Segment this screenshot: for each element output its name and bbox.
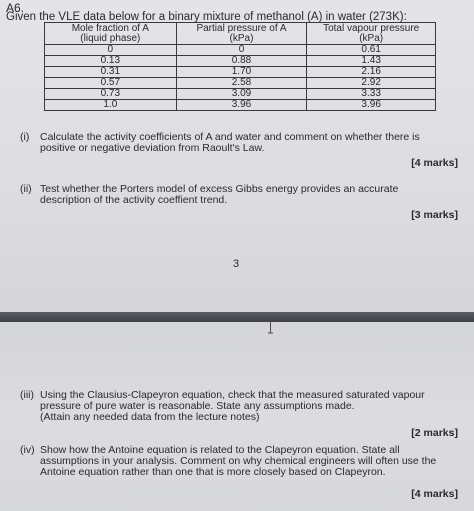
table-cell: 3.33 [307,89,436,100]
table-cell: 0 [45,45,177,56]
part-i-marks: [4 marks] [411,157,458,169]
part-text-line: (Attain any needed data from the lecture notes) [40,411,260,423]
table-cell: 1.70 [176,67,307,78]
header-total-pressure: Total vapour pressure (kPa) [307,23,436,45]
part-iv-marks: [4 marks] [411,488,458,500]
part-text-line: Calculate the activity coefficients of A and water and comment on whether there is [40,131,420,143]
table-header-row [45,23,436,45]
header-mole-fraction: Mole fraction of A (liquid phase) [45,23,177,45]
header-partial-pressure: Partial pressure of A (kPa) [176,23,307,45]
table-cell: 3.09 [176,89,307,100]
page-number: 3 [233,258,240,270]
table-cell: 2.58 [176,78,307,89]
table-cell: 0.31 [45,67,177,78]
table-row [45,45,436,56]
part-label: (ii) [20,183,32,195]
table-cell: 0.61 [307,45,436,56]
part-text-line: Test whether the Porters model of excess Gibbs energy provides an accurate [40,183,399,195]
table-cell: 0 [176,45,307,56]
text-cursor-icon [267,320,274,334]
table-cell: 1.43 [307,56,436,67]
question-intro: Given the VLE data below for a binary mixture of methanol (A) in water (273K): [6,11,407,23]
part-iii-marks: [2 marks] [411,427,458,439]
part-text-line: positive or negative deviation from Raoult's Law. [40,142,265,154]
part-text-line: pressure of pure water is reasonable. State any assumptions made. [40,400,355,412]
table-cell: 0.73 [45,89,177,100]
part-label: (iv) [20,444,35,456]
part-ii-marks: [3 marks] [411,209,458,221]
page-gap [0,312,474,322]
part-text-line: Show how the Antoine equation is related to the Clapeyron equation. State all [40,444,400,456]
vle-data-table [44,22,436,111]
part-text-line: description of the activity coeffient trend. [40,194,228,206]
part-label: (i) [20,131,30,143]
part-label: (iii) [20,389,34,401]
table-row [45,89,436,100]
table-cell: 0.88 [176,56,307,67]
table-row [45,100,436,111]
table-cell: 2.16 [307,67,436,78]
table-cell: 1.0 [45,100,177,111]
part-text-line: Using the Clausius-Clapeyron equation, check that the measured saturated vapour [40,389,425,401]
question-number: A6. [6,1,25,15]
table-row [45,67,436,78]
table-cell: 0.13 [45,56,177,67]
table-cell: 3.96 [176,100,307,111]
table-cell: 0.57 [45,78,177,89]
part-text-line: assumptions in your analysis. Comment on why chemical engineers will often use the [40,455,437,467]
part-text-line: Antoine equation rather than one that is more closely based on Clapeyron. [40,466,386,478]
table-row [45,78,436,89]
table-cell: 3.96 [307,100,436,111]
table-cell: 2.92 [307,78,436,89]
table-row [45,56,436,67]
